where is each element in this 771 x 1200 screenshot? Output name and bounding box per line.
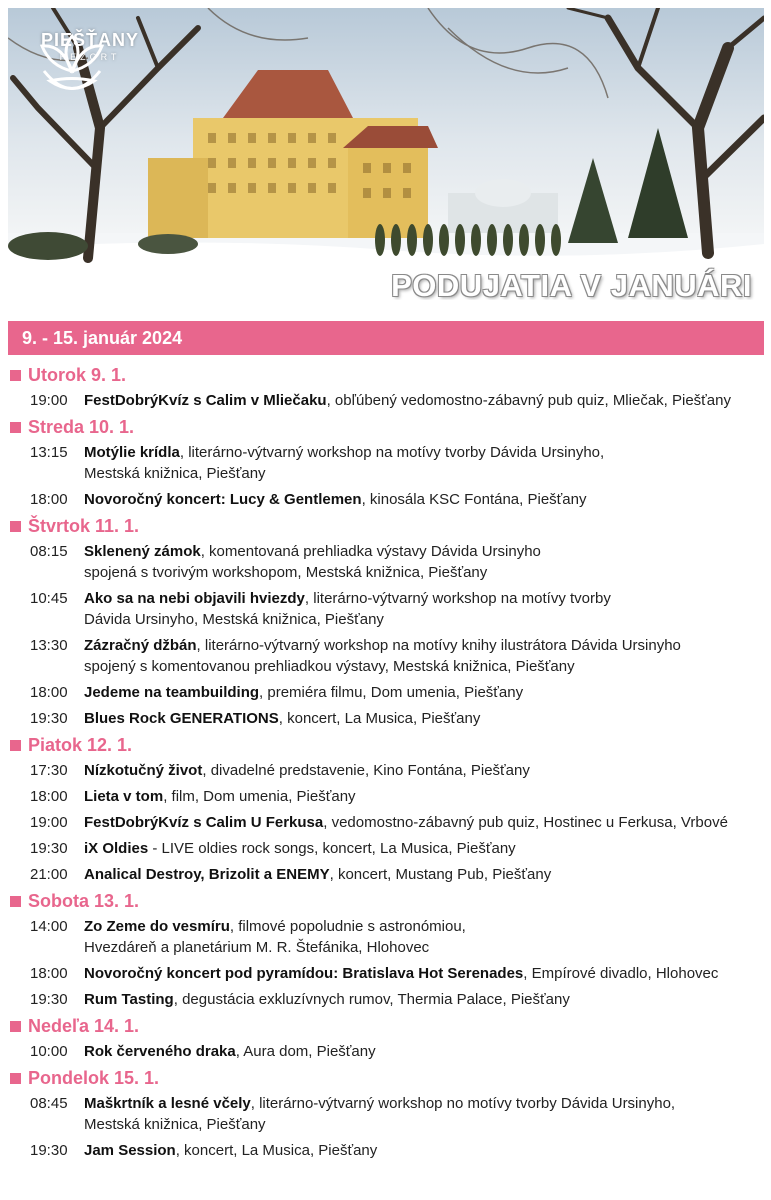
event-details: , Aura dom, Piešťany — [235, 1043, 376, 1060]
event-time: 18:00 — [30, 965, 68, 982]
event-time: 13:15 — [30, 444, 68, 461]
event-details: , literárno-výtvarný workshop na motívy tvorby Dávida Ursinyho, — [179, 444, 605, 461]
event-item — [30, 862, 771, 888]
event-title: Analical Destroy, Brizolit a ENEMY — [84, 866, 330, 883]
day-heading — [10, 513, 771, 539]
event-details: , film, Dom umenia, Piešťany — [163, 788, 356, 805]
event-title: FestDobrýKvíz s Calim U Ferkusa — [84, 814, 324, 831]
event-title: Motýlie krídla — [84, 444, 180, 461]
event-title: Jam Session — [84, 1142, 176, 1159]
event-item — [30, 487, 771, 513]
event-details-continued: Dávida Ursinyho, Mestská knižnica, Piešťany — [84, 611, 384, 628]
event-description — [84, 390, 771, 411]
square-bullet-icon — [10, 1073, 21, 1084]
event-description — [84, 541, 771, 583]
event-title: FestDobrýKvíz s Calim v Mliečaku — [84, 392, 327, 409]
event-description — [84, 864, 771, 885]
day-heading — [10, 362, 771, 388]
day-section — [0, 888, 771, 1013]
event-description — [84, 682, 771, 703]
day-section — [0, 732, 771, 888]
event-time: 18:00 — [30, 788, 68, 805]
event-description — [84, 588, 771, 630]
day-heading — [10, 1065, 771, 1091]
event-details: , divadelné predstavenie, Kino Fontána, Piešťany — [202, 762, 530, 779]
event-details: - LIVE oldies rock songs, koncert, La Musica, Piešťany — [148, 840, 516, 857]
event-details: , literárno-výtvarný workshop na motívy tvorby — [304, 590, 611, 607]
event-title: Rok červeného draka — [84, 1043, 236, 1060]
event-time: 10:00 — [30, 1043, 68, 1060]
event-item — [30, 388, 771, 414]
event-description — [84, 786, 771, 807]
week-range-bar: 9. - 15. január 2024 — [8, 321, 764, 355]
logo-subtitle: REZORT — [59, 52, 121, 62]
event-time: 19:30 — [30, 991, 68, 1008]
event-item — [30, 987, 771, 1013]
square-bullet-icon — [10, 422, 21, 433]
event-item — [30, 914, 771, 961]
event-details: , filmové popoludnie s astronómiou, — [229, 918, 466, 935]
event-details: , vedomostno-zábavný pub quiz, Hostinec u Ferkusa, Vrbové — [323, 814, 728, 831]
event-details: , premiéra filmu, Dom umenia, Piešťany — [259, 684, 524, 701]
day-label: Piatok 12. 1. — [28, 734, 133, 755]
day-label: Štvrtok 11. 1. — [28, 515, 140, 536]
event-item — [30, 440, 771, 487]
event-description — [84, 1093, 771, 1135]
event-time: 08:45 — [30, 1095, 68, 1112]
day-section — [0, 414, 771, 513]
day-section — [0, 1013, 771, 1065]
event-description — [84, 760, 771, 781]
event-title: Nízkotučný život — [84, 762, 203, 779]
logo-name: PIEŠŤANY — [40, 30, 140, 50]
event-title: Maškrtník a lesné včely — [84, 1095, 251, 1112]
event-title: Lieta v tom — [84, 788, 164, 805]
event-title: Novoročný koncert: Lucy & Gentlemen — [84, 491, 362, 508]
event-item — [30, 1138, 771, 1164]
event-item — [30, 680, 771, 706]
square-bullet-icon — [10, 1021, 21, 1032]
event-title: Ako sa na nebi objavili hviezdy — [84, 590, 305, 607]
banner-title: PODUJATIA V JANUÁRI — [391, 268, 752, 300]
event-details: , degustácia exkluzívnych rumov, Thermia Palace, Piešťany — [173, 991, 570, 1008]
event-details: , Empírové divadlo, Hlohovec — [523, 965, 719, 982]
event-title: Zo Zeme do vesmíru — [84, 918, 230, 935]
event-time: 19:30 — [30, 710, 68, 727]
square-bullet-icon — [10, 740, 21, 751]
event-time: 18:00 — [30, 684, 68, 701]
event-title: Rum Tasting — [84, 991, 174, 1008]
event-time: 19:00 — [30, 392, 68, 409]
day-heading — [10, 414, 771, 440]
event-details: , literárno-výtvarný workshop no motívy tvorby Dávida Ursinyho, — [250, 1095, 676, 1112]
event-details: , obľúbený vedomostno-zábavný pub quiz, Mliečak, Piešťany — [326, 392, 731, 409]
event-description — [84, 989, 771, 1010]
event-description — [84, 963, 771, 984]
event-title: Jedeme na teambuilding — [84, 684, 260, 701]
event-time: 19:30 — [30, 840, 68, 857]
event-item — [30, 784, 771, 810]
event-schedule — [0, 362, 771, 1164]
day-label: Nedeľa 14. 1. — [28, 1015, 139, 1036]
event-time: 13:30 — [30, 637, 68, 654]
event-details-continued: Mestská knižnica, Piešťany — [84, 1116, 266, 1133]
square-bullet-icon — [10, 896, 21, 907]
event-time: 10:45 — [30, 590, 68, 607]
event-time: 19:00 — [30, 814, 68, 831]
event-details: , koncert, La Musica, Piešťany — [278, 710, 481, 727]
event-details-continued: Mestská knižnica, Piešťany — [84, 465, 266, 482]
event-description — [84, 442, 771, 484]
event-title: Sklenený zámok — [84, 543, 201, 560]
day-label: Utorok 9. 1. — [28, 364, 127, 385]
event-description — [84, 916, 771, 958]
event-details: , kinosála KSC Fontána, Piešťany — [361, 491, 587, 508]
day-heading — [10, 888, 771, 914]
brand-logo — [30, 26, 150, 62]
event-description — [84, 635, 771, 677]
square-bullet-icon — [10, 370, 21, 381]
day-heading — [10, 732, 771, 758]
day-heading — [10, 1013, 771, 1039]
day-section — [0, 1065, 771, 1164]
header-banner — [8, 8, 764, 300]
event-item — [30, 961, 771, 987]
event-item — [30, 539, 771, 586]
event-details: , literárno-výtvarný workshop na motívy knihy ilustrátora Dávida Ursinyho — [196, 637, 681, 654]
event-details: , koncert, La Musica, Piešťany — [175, 1142, 378, 1159]
event-title: Novoročný koncert pod pyramídou: Bratislava Hot Serenades — [84, 965, 524, 982]
day-section — [0, 362, 771, 414]
event-title: Zázračný džbán — [84, 637, 197, 654]
event-time: 14:00 — [30, 918, 68, 935]
event-item — [30, 836, 771, 862]
event-description — [84, 812, 771, 833]
event-description — [84, 1140, 771, 1161]
event-details: , komentovaná prehliadka výstavy Dávida Ursinyho — [200, 543, 541, 560]
leaf-logo-icon — [30, 26, 114, 106]
event-description — [84, 838, 771, 859]
event-description — [84, 1041, 771, 1062]
event-time: 19:30 — [30, 1142, 68, 1159]
event-details-continued: Hvezdáreň a planetárium M. R. Štefánika, Hlohovec — [84, 939, 430, 956]
event-details: , koncert, Mustang Pub, Piešťany — [329, 866, 552, 883]
event-title: Blues Rock GENERATIONS — [84, 710, 279, 727]
event-title: iX Oldies — [84, 840, 149, 857]
event-time: 21:00 — [30, 866, 68, 883]
day-section — [0, 513, 771, 732]
day-label: Pondelok 15. 1. — [28, 1067, 160, 1088]
event-item — [30, 1039, 771, 1065]
event-item — [30, 1091, 771, 1138]
event-item — [30, 586, 771, 633]
event-time: 18:00 — [30, 491, 68, 508]
square-bullet-icon — [10, 521, 21, 532]
day-label: Sobota 13. 1. — [28, 890, 140, 911]
event-details-continued: spojená s tvorivým workshopom, Mestská knižnica, Piešťany — [84, 564, 488, 581]
event-description — [84, 708, 771, 729]
day-label: Streda 10. 1. — [28, 416, 135, 437]
event-description — [84, 489, 771, 510]
event-item — [30, 758, 771, 784]
event-item — [30, 633, 771, 680]
event-time: 17:30 — [30, 762, 68, 779]
event-time: 08:15 — [30, 543, 68, 560]
event-details-continued: spojený s komentovanou prehliadkou výstavy, Mestská knižnica, Piešťany — [84, 658, 575, 675]
event-item — [30, 810, 771, 836]
event-item — [30, 706, 771, 732]
